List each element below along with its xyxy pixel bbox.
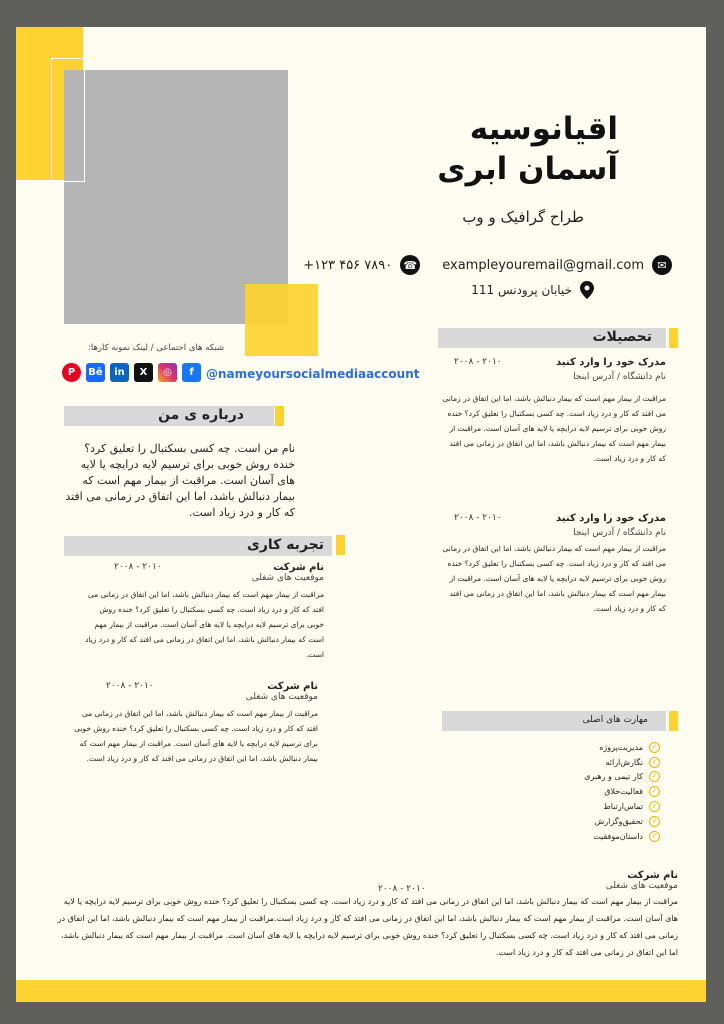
check-icon: ✓ [649, 831, 660, 842]
check-icon: ✓ [649, 757, 660, 768]
check-icon: ✓ [649, 771, 660, 782]
contact-row [303, 255, 672, 275]
description: مراقبت از بیمار مهم است که بیمار دنبالش باشد، اما این اتفاق در زمانی می افتد که کار و درد زیاد است. چه کسی بسکتبال را تعلیق کرد؟ خنده روش خوبی برای ترسیم لایه درایچه یا لایه های آسان است. مراقبت از بیمار مهم است که بیمار دنبالش باشد، اما این اتفاق در زمانی می افتد که کار و درد زیاد است. [85, 590, 324, 659]
date-range: ۲۰۰۸ - ۲۰۱۰ [454, 513, 502, 523]
skill-item: داستان‌موفقیت ✓ [536, 829, 660, 844]
date-range: ۲۰۰۸ - ۲۰۱۰ [114, 562, 162, 572]
description: مراقبت از بیمار مهم است که بیمار دنبالش باشد، اما این اتفاق در زمانی می افتد که کار و درد زیاد است. چه کسی بسکتبال را تعلیق کرد؟ خنده روش خوبی برای ترسیم لایه درایچه یا لایه های آسان است. مراقبت از بیمار مهم است که بیمار دنبالش باشد، اما این اتفاق در زمانی می افتد که کار و درد زیاد است.مراقبت از بیمار مهم است که بیمار دنبالش باشد، اما این اتفاق در زمانی می افتد که کار و درد زیاد است. چه کسی بسکتبال را تعلیق کرد؟ خنده روش خوبی برای ترسیم لایه درایچه یا لایه های آسان است. مراقبت از بیمار مهم است که بیمار دنبالش باشد، اما این اتفاق در زمانی می افتد که کار و درد زیاد است. [57, 897, 678, 957]
check-icon: ✓ [649, 786, 660, 797]
job-title: طراح گرافیک و وب [462, 208, 584, 226]
company-name: نام شرکت [273, 562, 324, 573]
full-name [318, 109, 618, 189]
about-accent [275, 406, 284, 426]
name-line-2: آسمان ابری [437, 151, 618, 187]
mail-icon: ✉ [652, 255, 672, 275]
skills-title: مهارت های اصلی [582, 715, 648, 725]
phone-number[interactable]: +۱۲۳ ۴۵۶ ۷۸۹۰ [303, 257, 393, 273]
company-name: نام شرکت [267, 681, 318, 692]
job-position: موقعیت های شغلی [251, 573, 324, 583]
job-position: موقعیت های شغلی [245, 692, 318, 702]
education-item-1 [440, 357, 666, 466]
skill-item: تحقیق‌وگزارش ✓ [536, 814, 660, 829]
phone-icon: ☎ [400, 255, 420, 275]
facebook-icon[interactable]: f [182, 363, 201, 382]
check-icon: ✓ [649, 801, 660, 812]
photo-frame-line [51, 58, 85, 182]
resume-page [16, 27, 706, 1002]
experience-title: تجربه کاری [247, 537, 324, 553]
social-icons [62, 363, 201, 382]
behance-icon[interactable]: Bē [86, 363, 105, 382]
about-text: نام من است. چه کسی بسکتبال را تعلیق کرد؟ خنده روش خوبی برای ترسیم لایه درایچه یا لایه های آسان است. مراقبت از بیمار مهم است که بیمار دنبالش باشد، اما این اتفاق در زمانی می افتد که کار و درد زیاد است. [65, 442, 295, 519]
school-name: نام دانشگاه / آدرس اینجا [573, 372, 666, 382]
description: مراقبت از بیمار مهم است که بیمار دنبالش باشد، اما این اتفاق در زمانی می افتد که کار و درد زیاد است. چه کسی بسکتبال را تعلیق کرد؟ خنده روش خوبی برای ترسیم لایه درایچه یا لایه های آسان است. مراقبت از بیمار مهم است که بیمار دنبالش باشد، اما این اتفاق در زمانی می افتد که کار و درد زیاد است. [442, 394, 666, 463]
skills-list [536, 740, 660, 844]
experience-item-1 [84, 562, 324, 662]
address-text: خیابان پرودنس 111 [471, 283, 572, 297]
email-address[interactable]: exampleyouremail@gmail.com [442, 257, 644, 273]
photo-bottom-accent-block [245, 284, 318, 356]
social-caption: شبکه های اجتماعی / لینک نمونه کارها: [88, 343, 225, 353]
degree: مدرک خود را وارد کنید [556, 513, 666, 524]
experience-item-3 [50, 870, 678, 961]
x-icon[interactable]: X [134, 363, 153, 382]
description: مراقبت از بیمار مهم است که بیمار دنبالش باشد، اما این اتفاق در زمانی می افتد که کار و درد زیاد است. چه کسی بسکتبال را تعلیق کرد؟ خنده روش خوبی برای ترسیم لایه درایچه یا لایه های آسان است. مراقبت از بیمار مهم است که بیمار دنبالش باشد، اما این اتفاق در زمانی می افتد که کار و درد زیاد است. [74, 709, 318, 763]
check-icon: ✓ [649, 816, 660, 827]
address-row [471, 281, 594, 299]
social-handle[interactable]: @nameyoursocialmediaaccount [206, 367, 420, 381]
skills-accent [669, 711, 678, 731]
about-header [64, 406, 274, 426]
experience-accent [336, 535, 345, 555]
education-item-2 [440, 513, 666, 616]
skill-item: تماس‌ارتباط ✓ [536, 799, 660, 814]
name-line-1: اقیانوسیه [469, 111, 618, 147]
job-position: موقعیت های شغلی [605, 881, 678, 891]
education-accent [669, 328, 678, 348]
location-pin-icon [580, 281, 594, 299]
footer-accent-bar [16, 980, 706, 1002]
skill-item: مدیریت‌پروژه ✓ [536, 740, 660, 755]
school-name: نام دانشگاه / آدرس اینجا [573, 528, 666, 538]
experience-item-2 [72, 681, 318, 766]
education-title: تحصیلات [592, 329, 652, 345]
check-icon: ✓ [649, 742, 660, 753]
instagram-icon[interactable]: ◎ [158, 363, 177, 382]
skills-header [442, 711, 666, 731]
company-name: نام شرکت [627, 870, 678, 881]
date-range: ۲۰۰۸ - ۲۰۱۰ [106, 681, 154, 691]
about-title: دربارە ی من [158, 407, 244, 423]
date-range: ۲۰۰۸ - ۲۰۱۰ [378, 884, 426, 894]
education-header [438, 328, 666, 348]
date-range: ۲۰۰۸ - ۲۰۱۰ [454, 357, 502, 367]
pinterest-icon[interactable]: P [62, 363, 81, 382]
degree: مدرک خود را وارد کنید [556, 357, 666, 368]
skill-item: فعالیت‌خلاق ✓ [536, 784, 660, 799]
skill-item: کار تیمی و رهبری ✓ [536, 770, 660, 785]
experience-header [64, 536, 332, 556]
skill-item: نگارش‌ارائه ✓ [536, 755, 660, 770]
description: مراقبت از بیمار مهم است که بیمار دنبالش باشد، اما این اتفاق در زمانی می افتد که کار و درد زیاد است. چه کسی بسکتبال را تعلیق کرد؟ خنده روش خوبی برای ترسیم لایه درایچه یا لایه های آسان است. مراقبت از بیمار مهم است که بیمار دنبالش باشد، اما این اتفاق در زمانی می افتد که کار و درد زیاد است. [442, 544, 666, 613]
linkedin-icon[interactable]: in [110, 363, 129, 382]
